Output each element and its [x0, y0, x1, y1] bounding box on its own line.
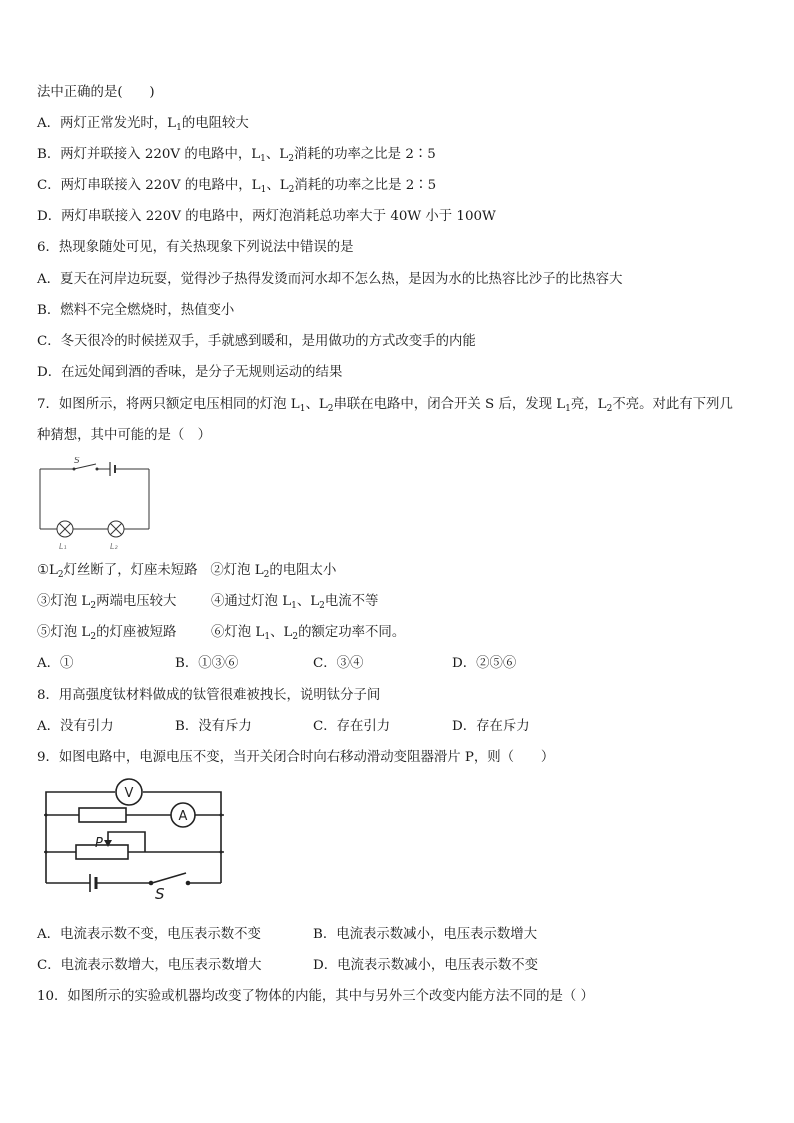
q7-option-a: A．①	[37, 656, 74, 671]
q7-option-d: D．②⑤⑥	[452, 656, 517, 671]
q9-slider-label: P	[95, 836, 103, 851]
q9-circuit-figure	[38, 775, 228, 900]
q6-stem: 6．热现象随处可见，有关热现象下列说法中错误的是	[37, 240, 354, 255]
q8-option-a: A．没有引力	[37, 719, 114, 734]
q7-option-b: B．①③⑥	[175, 656, 239, 671]
q7-guess-row1	[37, 562, 336, 580]
q7-option-c: C．③④	[313, 656, 364, 671]
q6-option-c: C．冬天很冷的时候搓双手，手就感到暖和，是用做功的方式改变手的内能	[37, 334, 476, 349]
q5-option-b: B．两灯并联接入 220V 的电路中，$L_1$、$L_2$消耗的功率之比是 2∶5	[37, 147, 436, 164]
q6-option-d: D．在远处闻到酒的香味，是分子无规则运动的结果	[37, 365, 343, 380]
q9-ammeter-label: A	[178, 809, 188, 824]
q8-stem: 8．用高强度钛材料做成的钛管很难被拽长，说明钛分子间	[37, 688, 381, 703]
q9-option-a: A．电流表示数不变，电压表示数不变	[37, 927, 261, 942]
q10-stem: 10．如图所示的实验或机器均改变了物体的内能，其中与另外三个改变内能方法不同的是（ ）	[37, 989, 594, 1004]
q9-option-d: D．电流表示数减小，电压表示数不变	[313, 958, 538, 973]
q7-switch-label: S	[74, 457, 80, 466]
q6-option-b: B．燃料不完全燃烧时，热值变小	[37, 303, 235, 318]
q7-guess-5: ⑤灯泡 $L_2$的灯座被短路	[37, 625, 177, 642]
guess-2: ②灯泡 $L_2$的电阻太小	[210, 563, 337, 580]
q6-option-a: A．夏天在河岸边玩耍，觉得沙子热得发烫而河水却不怎么热，是因为水的比热容比沙子的比热容大	[37, 272, 623, 287]
q5-option-a: A．两灯正常发光时，$L_1$的电阻较大	[37, 116, 249, 133]
q9-voltmeter-label: V	[124, 786, 134, 801]
q7-guess-6: ⑥灯泡 $L_1$、$L_2$的额定功率不同。	[211, 625, 406, 642]
q7-circuit-figure	[36, 457, 156, 552]
q7-lamp2-label: L₂	[110, 542, 118, 551]
q7-stem-line2: 种猜想，其中可能的是（ ）	[37, 428, 212, 443]
q5-stem-tail: 法中正确的是( )	[37, 85, 155, 100]
q9-option-b: B．电流表示数减小，电压表示数增大	[313, 927, 538, 942]
q8-option-d: D．存在斥力	[452, 719, 530, 734]
q9-option-c: C．电流表示数增大，电压表示数增大	[37, 958, 262, 973]
q9-switch-label: S	[155, 885, 165, 900]
guess-1: $①L_2$灯丝断了，灯座未短路	[37, 563, 198, 580]
q7-guess-3: ③灯泡 $L_2$两端电压较大	[37, 594, 177, 611]
q8-option-c: C．存在引力	[313, 719, 391, 734]
q5-option-d: D．两灯串联接入 220V 的电路中，两灯泡消耗总功率大于 40W 小于 100W	[37, 209, 496, 224]
q5-option-c: C．两灯串联接入 220V 的电路中，$L_1$、$L_2$消耗的功率之比是 2∶5	[37, 178, 437, 195]
q7-lamp1-label: L₁	[59, 542, 67, 551]
q7-stem-line1: 7．如图所示，将两只额定电压相同的灯泡 $L_1$、$L_2$串联在电路中，闭合开关 S 后，发现 $L_1$亮，$L_2$不亮。对此有下列几	[37, 397, 733, 414]
q8-option-b: B．没有斥力	[175, 719, 252, 734]
q7-guess-4: ④通过灯泡 $L_1$、$L_2$电流不等	[211, 594, 379, 611]
q9-stem: 9．如图电路中，电源电压不变，当开关闭合时向右移动滑动变阻器滑片 P，则（ ）	[37, 750, 555, 765]
